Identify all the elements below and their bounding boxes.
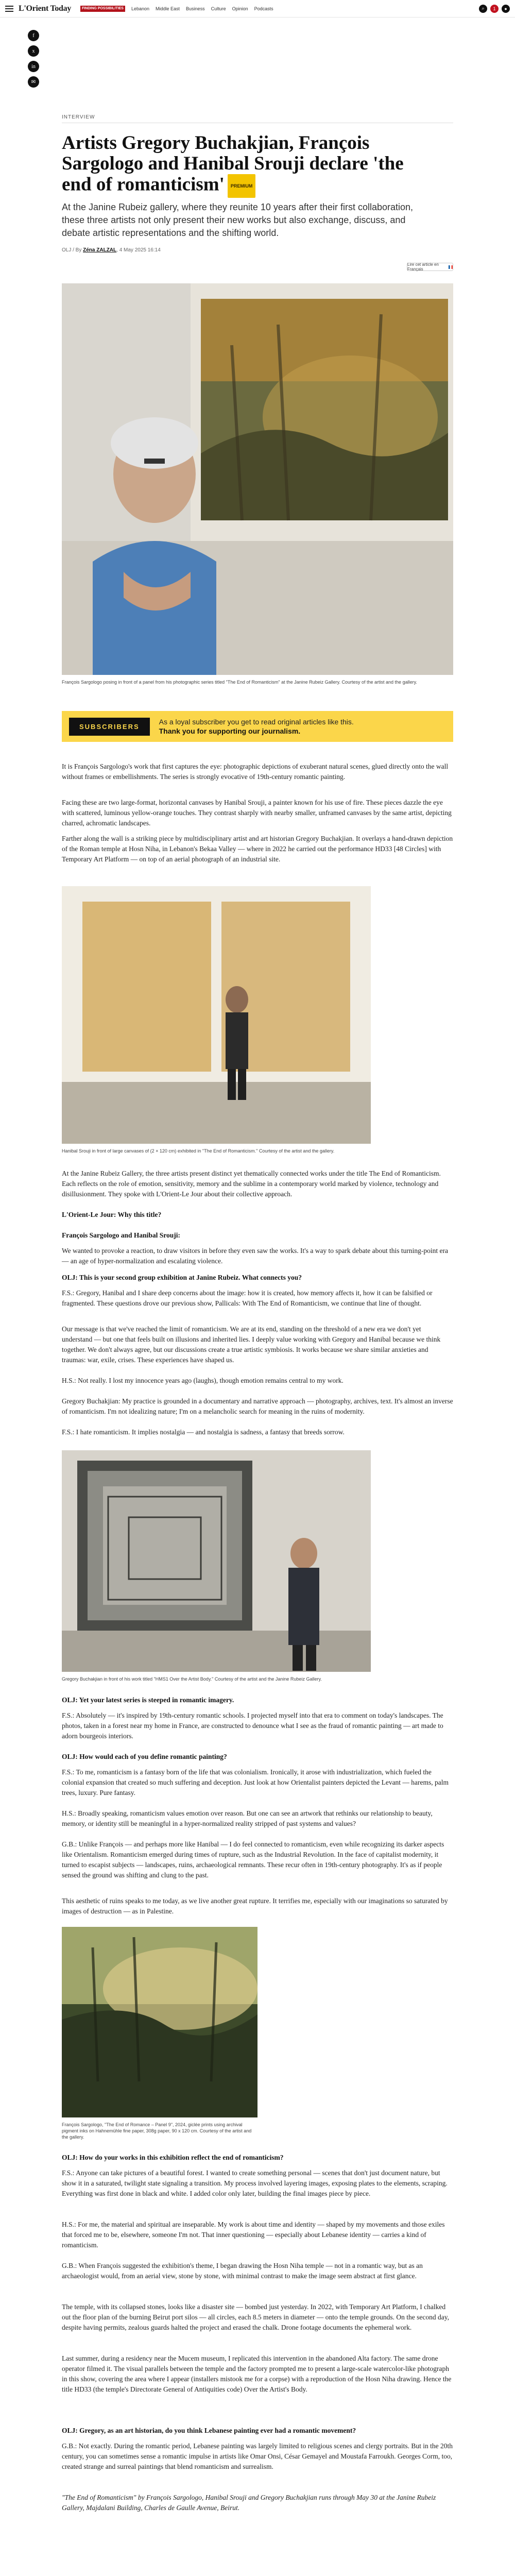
caption-4: François Sargologo, "The End of Romance – Panel 9", 2024, giclée prints using archival pigment inks on Hahnemühle fine paper, 308g paper, 90 x 120 cm. Courtesy of the artist and the gallery. [62,2122,252,2140]
paragraph-10: F.S.: I hate romanticism. It implies nostalgia — and nostalgia is sadness, a fantasy that breeds sorrow. [62,1428,345,1436]
paragraph-15: This aesthetic of ruins speaks to me today, as we live another great rupture. It terrifies me, especially with our imaginations so saturated by images of destruction — as in Palestine. [62,1897,448,1915]
subscriber-line-2: Thank you for supporting our journalism. [159,727,301,735]
linkedin-icon[interactable]: in [28,61,39,72]
nav-item-opinion[interactable]: Opinion [232,6,248,11]
x-icon[interactable]: x [28,45,39,57]
question-4: OLJ: How do your works in this exhibition reflect the end of romanticism? [62,2154,284,2161]
subscriber-badge: SUBSCRIBERS [69,718,150,736]
paragraph-2: Facing these are two large-format, horizontal canvases by Hanibal Srouji, a painter known for his use of fire. These pieces dazzle the eye with scattered, luminous yellow-orange touches. They contrast sharply with nearby smaller, unframed canvases by the same artist, depicting charred, achromatic landscapes. [62,799,452,827]
read-in-french-button[interactable] [407,263,453,271]
top-bar [0,0,515,18]
paragraph-7: Our message is that we've reached the limit of romanticism. We are at its end, standing on the threshold of a new era we don't yet understand — but one that feels built on illusions and inherited lies. I deeply value working with Gregory and Hanibal because we think together. We don't always agree, but our discussions create a true artistic symbiosis. It works because we share similar anxieties and traumas: war, exile, crises. These experiences have shaped us. [62,1325,441,1364]
paragraph-21: G.B.: Not exactly. During the romantic period, Lebanese painting was largely limited to religious scenes and clergy portraits. But in the 20th century, you can sometimes sense a romantic impulse in artists like Omar Onsi, César Gemayel and Moustafa Farroukh. Georges Corm, too, created strange and surreal paintings that blend romanticism and surrealism. [62,2442,453,2470]
paragraph-1: It is François Sargologo's work that first captures the eye: photographic depictions of exuberant natural scenes, glued directly onto the wall without frames or embellishments. The series is strongly evocative of 19th-century romantic painting. [62,762,449,781]
question-title: L'Orient-Le Jour: Why this title? [62,1211,162,1218]
paragraph-12: F.S.: To me, romanticism is a fantasy born of the life that was colonialism. Ironically, it arose with industrialization, which fueled the colonial expansion that created so much suffering and deception. Just look at how Orientalist painters depicted the Levant — harems, palm trees, luxury. Pure fantasy. [62,1768,449,1797]
email-icon[interactable]: ✉ [28,76,39,88]
photo-sargologo [62,283,453,675]
nav-item-business[interactable]: Business [186,6,205,11]
article-rubric[interactable]: INTERVIEW [62,114,95,120]
photo-srouji [62,886,371,1144]
paragraph-19: The temple, with its collapsed stones, looks like a disaster site — bombed just yesterday. In 2022, with Temporary Art Platform, I chalked out the floor plan of the burning Beirut port silos — all circles, each 8.5 meters in diameter — onto the temple grounds. On the second day, despite having permits, zealous guards halted the project and erased the chalk. Drone footage documents the ephemeral work. [62,2303,449,2331]
photo-buchakjian-art [62,1450,371,1672]
paragraph-6: F.S.: Gregory, Hanibal and I share deep concerns about the image: how it is created, how memory affects it, how it can be falsified or fragmented. These questions drove our previous show, Pallicals: With The End of Romanticism, we continue that line of thought. [62,1289,433,1307]
article-title [62,133,433,198]
paragraph-17: H.S.: For me, the material and spiritual are inseparable. My work is about time and identity — shaped by my movements and those exiles that forced me to be, elsewhere, someone I'm not. That inner questioning — especially about Lebanese identity — carries a kind of romanticism. [62,2221,445,2249]
caption-3: Gregory Buchakjian in front of his work titled "HMS1 Over the Artist Body." Courtesy of the artist and the Janine Rubeiz Gallery. [62,1676,322,1682]
paragraph-22: "The End of Romanticism" by François Sargologo, Hanibal Srouji and Gregory Buchakjian runs through May 30 at the Janine Rubeiz Gallery, Majdalani Building, Charles de Gaulle Avenue, Beirut. [62,2494,436,2512]
top-ad-banner[interactable]: FINDING POSSIBILITIES [80,6,125,12]
top-actions [479,5,510,13]
publish-date: 4 May 2025 16:14 [119,247,161,253]
facebook-icon[interactable]: f [28,30,39,41]
site-logo[interactable]: L'Orient Today [19,4,72,13]
title-text: Artists Gregory Buchakjian, François Sargologo and Hanibal Srouji declare 'the end of romanticism' [62,132,404,195]
question-1: OLJ: This is your second group exhibition at Janine Rubeiz. What connects you? [62,1274,302,1281]
account-icon[interactable]: ● [502,5,510,13]
subscriber-banner[interactable] [62,711,453,742]
paragraph-8: H.S.: Not really. I lost my innocence years ago (laughs), though emotion remains central to my work. [62,1377,344,1384]
main-nav [131,6,479,11]
search-icon[interactable]: ⌕ [479,5,487,13]
paragraph-3: Farther along the wall is a striking piece by multidisciplinary artist and art historian Gregory Buchakjian. It overlays a hand-drawn depiction of the Roman temple at Hosn Niha, in Lebanon's Bekaa Valley — where in 2022 he carried out the performance HD33 [48 Circles] with Temporary Art Platform — on top of an aerial photograph of an industrial site. [62,835,453,863]
paragraph-5: We wanted to provoke a reaction, to draw visitors in before they even saw the works. It's a way to spark debate about this turning-point era — an age of hyper-normalization and escalating violence. [62,1247,449,1265]
photo-buchakjian [62,1450,371,1672]
byline-prefix: OLJ / By [62,247,82,253]
share-bar [28,30,39,88]
paragraph-14: G.B.: Unlike François — and perhaps more like Hanibal — I do feel connected to romanticism, even while recognizing its darker aspects like Orientalism. Romanticism emerged during times of rupture, such as the Industrial Revolution. In the face of capitalist modernity, it turned to escapist subjects — landscapes, ruins, archaeological remnants. These recur often in 19th-century photography. It's as if people sensed the ground was shifting and clung to the past. [62,1840,444,1879]
caption-2: Hanibal Srouji in front of large canvases of (2 × 120 cm) exhibited in "The End of Romanticism." Courtesy of the artist and the gallery. [62,1148,335,1154]
nav-item-podcasts[interactable]: Podcasts [254,6,273,11]
photo-forest-panel-art [62,1927,258,2117]
photo-sargologo-art [62,283,453,675]
france-flag-icon [449,265,453,269]
subscriber-line-1: As a loyal subscriber you get to read original articles like this. [159,718,354,726]
paragraph-18: G.B.: When François suggested the exhibition's theme, I began drawing the Hosn Niha temple — not in a romantic way, but as an archaeologist would, from an aerial view, stone by stone, with minimal contrast to make the image seem abstract at first glance. [62,2262,423,2280]
question-3: OLJ: How would each of you define romantic painting? [62,1753,227,1760]
menu-icon[interactable] [5,6,13,12]
nav-item-middle-east[interactable]: Middle East [156,6,180,11]
nav-item-lebanon[interactable]: Lebanon [131,6,150,11]
subscriber-message [159,717,354,736]
nav-item-culture[interactable]: Culture [211,6,226,11]
photo-forest-panel [62,1927,258,2117]
caption-1: François Sargologo posing in front of a panel from his photographic series titled "The End of Romanticism" at the Janine Rubeiz Gallery. Courtesy of the artist and the gallery. [62,680,417,685]
question-5: OLJ: Gregory, as an art historian, do you think Lebanese painting ever had a romantic movement? [62,2427,356,2434]
photo-srouji-art [62,886,371,1144]
question-2: OLJ: Yet your latest series is steeped in romantic imagery. [62,1696,234,1704]
author-link[interactable]: Zéna ZALZAL [83,247,117,253]
paragraph-4: At the Janine Rubeiz Gallery, the three artists present distinct yet thematically connected works under the title The End of Romanticism. Each reflects on the role of emotion, sensitivity, memory and the sublime in a contemporary world marked by violence, technology and disillusionment. They spoke with L'Orient-Le Jour about their collective approach. [62,1170,441,1198]
paragraph-20: Last summer, during a residency near the Mucem museum, I replicated this intervention in the abandoned Alta factory. The same drone operator filmed it. The visual parallels between the temple and the factory prompted me to present a large-scale watercolor-like photograph in this show, covering the area where I appear (installers mistook me for a corpse) with a reproduction of the Hosn Niha drawing. Hence the title HD33 (the temple's Directorate General of Antiquities code) Over the Artist's Body. [62,2354,452,2393]
read-in-french-label: Lire cet article en Français [407,262,439,272]
paragraph-9: Gregory Buchakjian: My practice is grounded in a documentary and narrative approach — photography, archives, text. It's almost an inverse of romanticism. I'm not idealizing nature; I'm on a melancholic search for meaning in the ruins of modernity. [62,1397,453,1415]
article-lead: At the Janine Rubeiz gallery, where they reunite 10 years after their first collaboration, these three artists not only present their new works but also exchange, discuss, and debate artistic representations and the shifting world. [62,202,414,238]
paragraph-13: H.S.: Broadly speaking, romanticism values emotion over reason. But one can see an artwork that rethinks our relationship to beauty, memory, or identity still be meaningful in a hyper-normalized reality stripped of past systems and values? [62,1809,433,1827]
paragraph-11: F.S.: Absolutely — it's inspired by 19th-century romantic schools. I projected myself into that era to comment on today's landscapes. The photos, taken in a forest near my home in France, are constructed to denounce what I see as the fraud of romantic painting — art made to adorn bourgeois interiors. [62,1711,443,1740]
byline: OLJ / By Zéna ZALZAL, 4 May 2025 16:14 [62,247,161,253]
premium-badge: PREMIUM [228,174,256,198]
answer-speakers: François Sargologo and Hanibal Srouji: [62,1231,181,1239]
paragraph-16: F.S.: Anyone can take pictures of a beautiful forest. I wanted to create something personal — scenes that don't just document nature, but show it in a saturated, twilight state signaling a transition. My process involved layering images, exposing plates to the elements, scraping. Everything was first done in black and white. I added color only later, building the final images piece by piece. [62,2169,448,2197]
notification-badge[interactable]: 1 [490,5,499,13]
